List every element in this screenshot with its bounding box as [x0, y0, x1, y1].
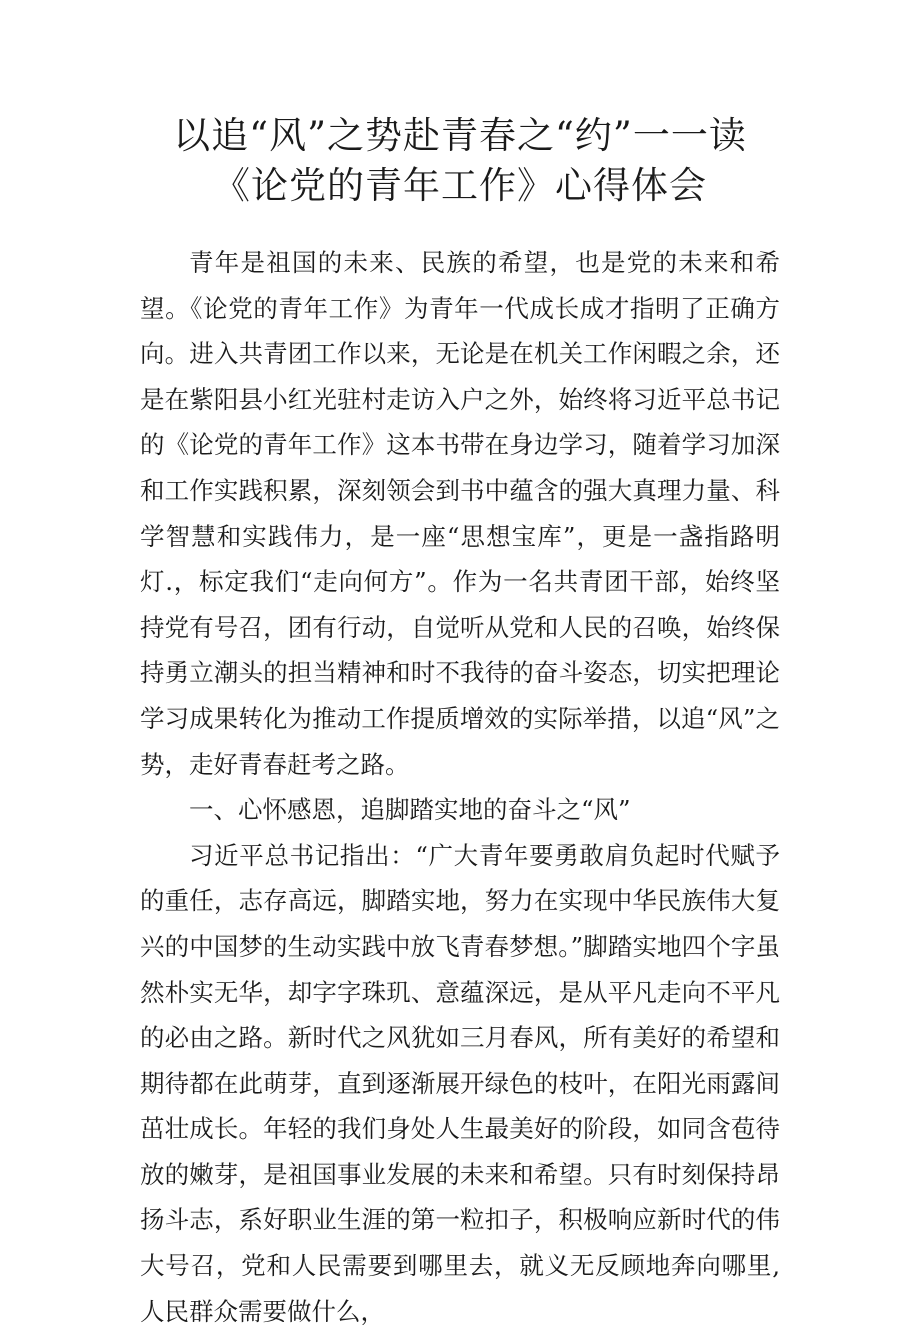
paragraph-intro: 青年是祖国的未来、民族的希望，也是党的未来和希望。《论党的青年工作》为青年一代成长成才指明了正确方向。进入共青团工作以来，无论是在机关工作闲暇之余，还是在紫阳县小红光驻村走访入户之外，始终将习近平总书记的《论党的青年工作》这本书带在身边学习，随着学习加深和工作实践积累，深刻领会到书中蕴含的强大真理力量、科学智慧和实践伟力，是一座“思想宝库”，更是一盏指路明灯.，标定我们“走向何方”。作为一名共青团干部，始终坚持党有号召，团有行动，自觉听从党和人民的召唤，始终保持勇立潮头的担当精神和时不我待的奋斗姿态，切实把理论学习成果转化为推动工作提质增效的实际举措，以追“风”之势，走好青春赶考之路。 [140, 248, 780, 779]
document-title-line-2: 《论党的青年工作》心得体会 [213, 164, 707, 207]
paragraph-section-1: 习近平总书记指出：“广大青年要勇敢肩负起时代赋予的重任，志存高远，脚踏实地，努力在实现中华民族伟大复兴的中国梦的生动实践中放飞青春梦想。”脚踏实地四个字虽然朴实无华，却字字珠玑、意蕴深远，是从平凡走向不平凡的必由之路。新时代之风犹如三月春风，所有美好的希望和期待都在此萌芽，直到逐渐展开绿色的枝叶，在阳光雨露间茁壮成长。年轻的我们身处人生最美好的阶段，如同含苞待放的嫩芽，是祖国事业发展的未来和希望。只有时刻保持昂扬斗志，系好职业生涯的第一粒扣子，积极响应新时代的伟大号召，党和人民需要到哪里去，就义无反顾地奔向哪里,人民群众需要做什么， [140, 840, 780, 1326]
document-title-line-1: 以追“风”之势赴青春之“约”一一读 [173, 114, 747, 157]
document-body [140, 240, 780, 1334]
section-heading-1: 一、心怀感恩，追脚踏实地的奋斗之“风” [189, 795, 631, 825]
